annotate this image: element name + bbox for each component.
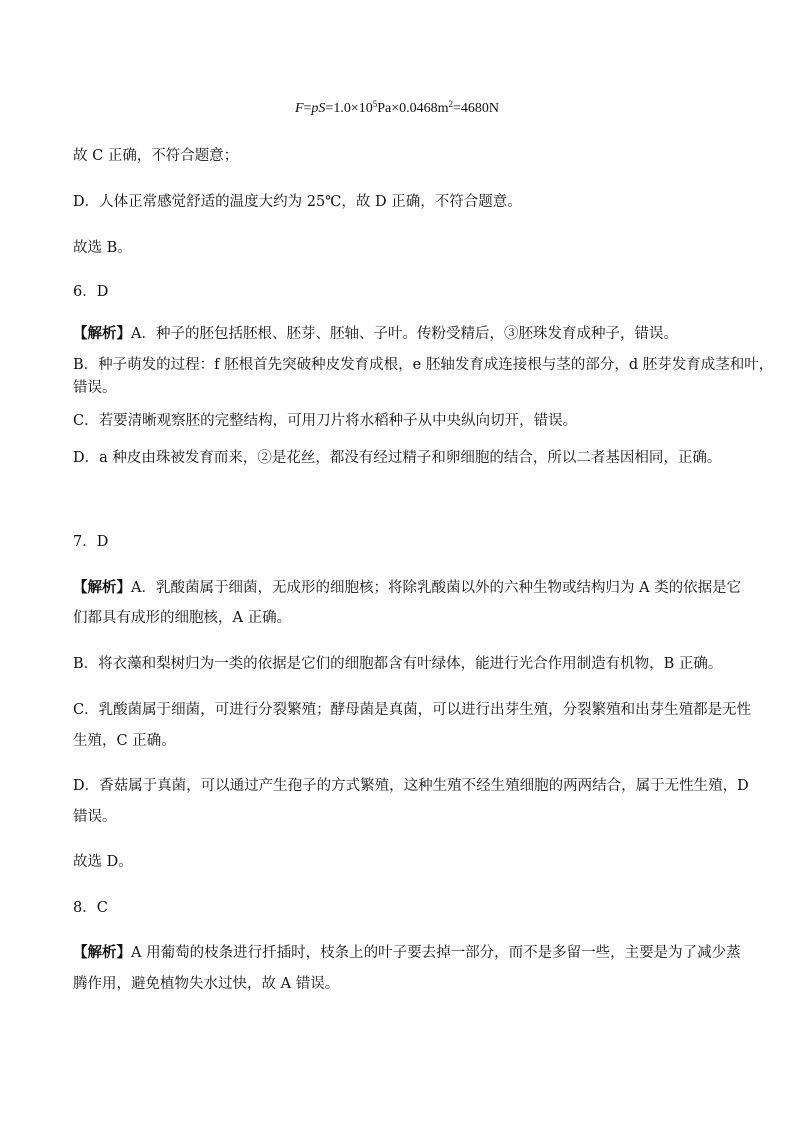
text-line: D．香菇属于真菌，可以通过产生孢子的方式繁殖，这种生殖不经生殖细胞的两两结合，属于无性生殖，D: [73, 778, 749, 794]
text-line: D．人体正常感觉舒适的温度大约为 25℃，故 D 正确，不符合题意。: [73, 194, 522, 210]
text-line: B．将衣藻和梨树归为一类的依据是它们的细胞都含有叶绿体，能进行光合作用制造有机物，B 正确。: [73, 656, 723, 672]
text-line: 故 C 正确，不符合题意；: [73, 148, 239, 164]
analysis-tag: 【解析】: [73, 944, 131, 961]
analysis-text: A．种子的胚包括胚根、胚芽、胚轴、子叶。传粉受精后，③胚珠发育成种子，错误。: [131, 326, 678, 342]
analysis-line: [73, 943, 741, 963]
formula-part-2: Pa×0.0468m: [377, 101, 449, 116]
text-line: 腾作用，避免植物失水过快，故 A 错误。: [73, 976, 340, 992]
question-number: 6．D: [73, 284, 109, 300]
text-line: 故选 B。: [73, 240, 132, 256]
text-line: 错误。: [73, 809, 117, 825]
analysis-line: [73, 324, 678, 344]
formula-part-1: =1.0×10: [325, 101, 373, 116]
formula-exponent-2: 2: [448, 99, 454, 109]
text-line: 生殖，C 正确。: [73, 733, 176, 749]
analysis-text: A．乳酸菌属于细菌，无成形的细胞核；将除乳酸菌以外的六种生物或结构归为 A 类的依据是它: [131, 580, 742, 596]
text-line: C．若要清晰观察胚的完整结构，可用刀片将水稻种子从中央纵向切开，错误。: [73, 413, 578, 429]
text-line: B．种子萌发的过程：f 胚根首先突破种皮发育成根，e 胚轴发育成连接根与茎的部分，d 胚芽发育成茎和叶，: [73, 357, 774, 373]
text-line: C．乳酸菌属于细菌，可进行分裂繁殖；酵母菌是真菌，可以进行出芽生殖，分裂繁殖和出芽生殖都是无性: [73, 702, 752, 718]
formula-var-p: p: [311, 101, 319, 116]
question-number: 7．D: [73, 534, 109, 550]
question-number: 8．C: [73, 900, 108, 916]
analysis-tag: 【解析】: [73, 579, 131, 596]
formula-equals: =: [303, 101, 312, 116]
formula-exponent-1: 5: [372, 99, 378, 109]
formula-var-f: F: [294, 101, 304, 116]
analysis-tag: 【解析】: [73, 325, 131, 342]
analysis-line: [73, 578, 741, 598]
text-line: 错误。: [73, 380, 117, 396]
formula-var-s: S: [318, 101, 326, 116]
text-line: 故选 D。: [73, 854, 133, 870]
text-line: D．a 种皮由珠被发育而来，②是花丝，都没有经过精子和卵细胞的结合，所以二者基因相同，正确。: [73, 450, 722, 466]
text-line: 们都具有成形的细胞核，A 正确。: [73, 610, 292, 626]
formula-line: [0, 99, 794, 119]
formula-part-3: =4680N: [453, 101, 500, 116]
analysis-text: A 用葡萄的枝条进行扦插时，枝条上的叶子要去掉一部分，而不是多留一些，主要是为了减少蒸: [131, 945, 741, 961]
